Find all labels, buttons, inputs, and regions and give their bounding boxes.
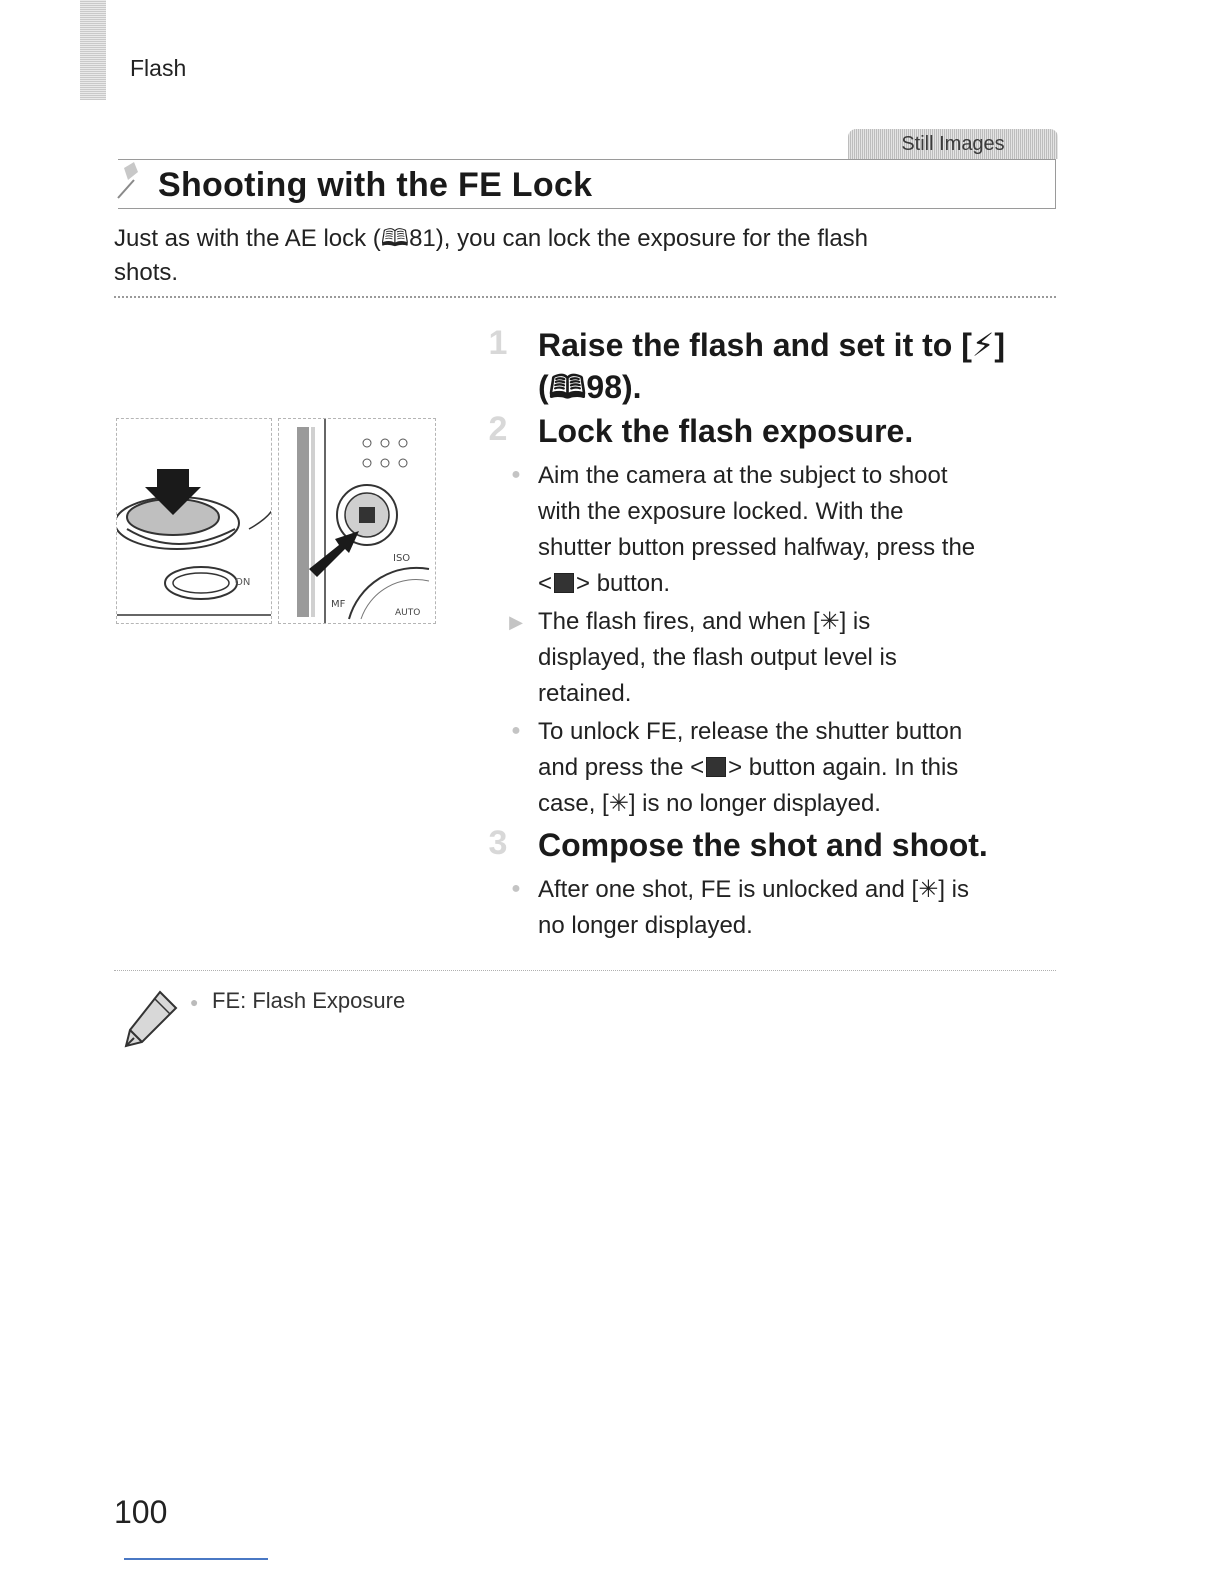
- instruction-text: After one shot, FE is unlocked and [: [538, 876, 919, 903]
- instruction-line: no longer displayed.: [538, 912, 753, 939]
- operation-bullet-icon: ●: [511, 880, 521, 897]
- fe-lock-indicator-icon: ✳: [608, 790, 629, 817]
- result-line: retained.: [538, 680, 632, 707]
- result-text: The flash fires, and when [: [538, 608, 820, 635]
- instruction-text: > button.: [576, 570, 671, 597]
- camera-back-illustration: [278, 418, 436, 624]
- pencil-note-icon: [120, 988, 182, 1050]
- instruction-text: case, [: [538, 790, 609, 817]
- fe-lock-button-icon: [706, 757, 726, 777]
- fe-lock-indicator-icon: ✳: [819, 608, 840, 635]
- intro-text-a: Just as with the AE lock (: [114, 225, 381, 252]
- book-ref-icon: 🕮: [380, 225, 410, 252]
- page-title: Shooting with the FE Lock: [158, 166, 593, 204]
- svg-text:ON: ON: [235, 577, 251, 588]
- top-divider: [114, 296, 1056, 298]
- shutter-button-drawing: [117, 419, 272, 624]
- instruction-line: Aim the camera at the subject to shoot: [538, 462, 948, 489]
- fe-lock-button-icon: [554, 573, 574, 593]
- section-label: Flash: [130, 55, 187, 81]
- note-text: FE: Flash Exposure: [212, 988, 406, 1013]
- step-instruction: [538, 872, 1053, 944]
- result-arrow-icon: ▶: [509, 612, 523, 632]
- book-ref-icon: 🕮: [548, 369, 587, 405]
- operation-bullet-icon: ●: [511, 466, 521, 483]
- instruction-text: ] is: [938, 876, 969, 903]
- step-heading: Compose the shot and shoot.: [538, 827, 988, 863]
- mode-label: MF: [331, 599, 346, 610]
- section-title-icon: [114, 160, 154, 200]
- step-heading-ref-open: (: [538, 369, 549, 405]
- intro-paragraph: [114, 222, 1044, 290]
- step-heading-ref: 98).: [586, 369, 642, 405]
- result-text: ] is: [839, 608, 871, 635]
- instruction-line: To unlock FE, release the shutter button: [538, 718, 963, 745]
- page-number: 100: [114, 1494, 168, 1530]
- instruction-text: <: [538, 570, 553, 597]
- step-number: 1: [488, 324, 508, 362]
- flash-icon: ⚡: [971, 327, 995, 363]
- operation-bullet-icon: ●: [511, 722, 521, 739]
- fe-lock-indicator-icon: ✳: [918, 876, 939, 903]
- shutter-illustration: [116, 418, 272, 624]
- step-result: [538, 604, 1053, 712]
- dial-label: ISO: [393, 553, 411, 564]
- instruction-line: shutter button pressed halfway, press the: [538, 534, 976, 561]
- step-instruction: [538, 714, 1053, 822]
- step-number: 2: [488, 410, 508, 448]
- still-images-tag: Still Images: [848, 129, 1058, 159]
- intro-text-c: shots.: [114, 259, 179, 286]
- note-bullet-icon: ●: [190, 994, 199, 1010]
- step-heading: [538, 324, 1058, 408]
- step-instruction: [538, 458, 1053, 602]
- step-heading: Lock the flash exposure.: [538, 413, 914, 449]
- camera-back-drawing: [279, 419, 436, 624]
- intro-text-b: ), you can lock the exposure for the flash: [435, 225, 869, 252]
- instruction-line: with the exposure locked. With the: [538, 498, 904, 525]
- intro-ref: 81: [409, 225, 436, 252]
- auto-label: AUTO: [395, 608, 421, 618]
- instruction-text: ] is no longer displayed.: [628, 790, 881, 817]
- instruction-text: > button again. In this: [728, 754, 959, 781]
- page-accent-line: [124, 1558, 268, 1560]
- step-heading-close: ]: [994, 327, 1005, 363]
- instruction-text: and press the <: [538, 754, 705, 781]
- step-heading-text: Raise the flash and set it to [: [538, 327, 972, 363]
- side-tab-marker: [80, 0, 106, 100]
- note-divider: [114, 970, 1056, 971]
- step-number: 3: [488, 824, 508, 862]
- result-line: displayed, the flash output level is: [538, 644, 897, 671]
